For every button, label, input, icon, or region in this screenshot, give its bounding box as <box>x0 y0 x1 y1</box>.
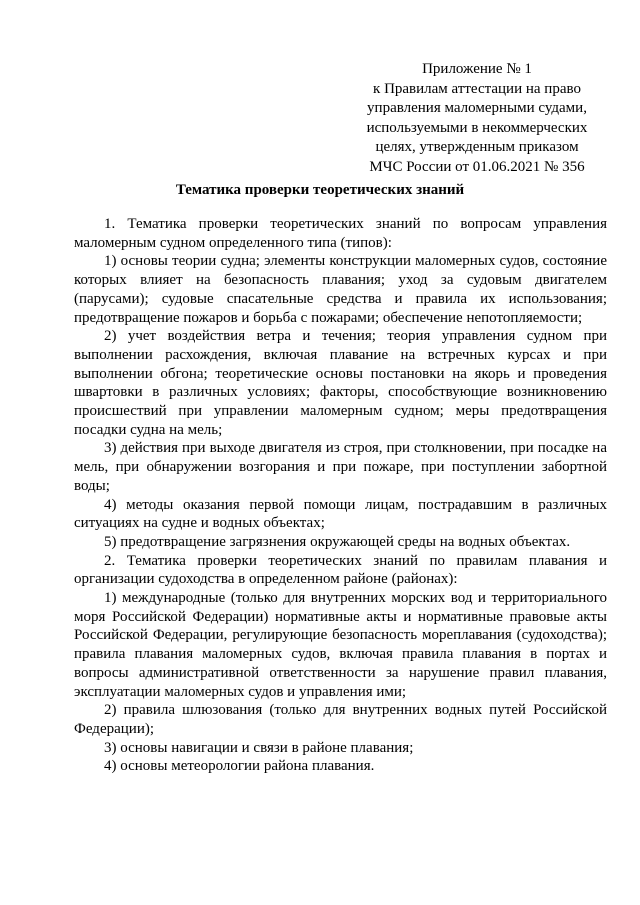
appendix-line: управления маломерными судами, <box>367 100 587 116</box>
paragraph: 1) международные (только для внутренних морских вод и территориального моря Российской Федерации) нормативные акты и нормативные правовые акты Российской Федерации, регулирующие безопасность мореплавания (судоходства); правила плавания маломерных судов, включая правила плавания в портах и вопросы административной ответственности за нарушение правил плавания, эксплуатации маломерных судов и управления ими; <box>74 590 607 700</box>
paragraph: 2) учет воздействия ветра и течения; теория управления судном при выполнении расхождения, включая плавание на встречных курсах и при выполнении обгона; теоретические основы постановки на якорь и проведения швартовки в различных условиях; факторы, способствующие возникновению происшествий при управлении маломерным судном; меры предотвращения посадки судна на мель; <box>74 328 607 438</box>
paragraph: 1) основы теории судна; элементы конструкции маломерных судов, состояние которых влияет на безопасность плавания; уход за судовым двигателем (парусами); судовые спасательные средства и правила их использования; предотвращение пожаров и борьба с пожарами; обеспечение непотопляемости; <box>74 253 607 326</box>
document-title: Тематика проверки теоретических знаний <box>175 182 465 198</box>
paragraph: 2. Тематика проверки теоретических знаний по правилам плавания и организации судоходства в определенном районе (районах): <box>74 552 607 588</box>
document-body <box>74 215 607 776</box>
paragraph: 3) основы навигации и связи в районе плавания; <box>104 739 414 756</box>
paragraph: 4) методы оказания первой помощи лицам, пострадавшим в различных ситуациях на судне и водных объектах; <box>74 496 607 532</box>
paragraph: 5) предотвращение загрязнения окружающей среды на водных объектах. <box>104 533 571 550</box>
appendix-line: к Правилам аттестации на право <box>373 80 581 97</box>
appendix-line: Приложение № 1 <box>422 61 532 77</box>
paragraph: 1. Тематика проверки теоретических знаний по вопросам управления маломерным судном определенного типа (типов): <box>74 216 607 251</box>
appendix-line: используемыми в некоммерческих <box>366 119 588 136</box>
paragraph: 3) действия при выходе двигателя из строя, при столкновении, при посадке на мель, при обнаружении возгорания и при пожаре, при поступлении забортной воды; <box>74 440 607 494</box>
appendix-header <box>352 60 602 177</box>
paragraph: 2) правила шлюзования (только для внутренних водных путей Российской Федерации); <box>74 702 607 737</box>
appendix-line: МЧС России от 01.06.2021 № 356 <box>369 158 585 175</box>
paragraph: 4) основы метеорологии района плавания. <box>104 758 375 775</box>
appendix-line: целях, утвержденным приказом <box>375 139 579 155</box>
